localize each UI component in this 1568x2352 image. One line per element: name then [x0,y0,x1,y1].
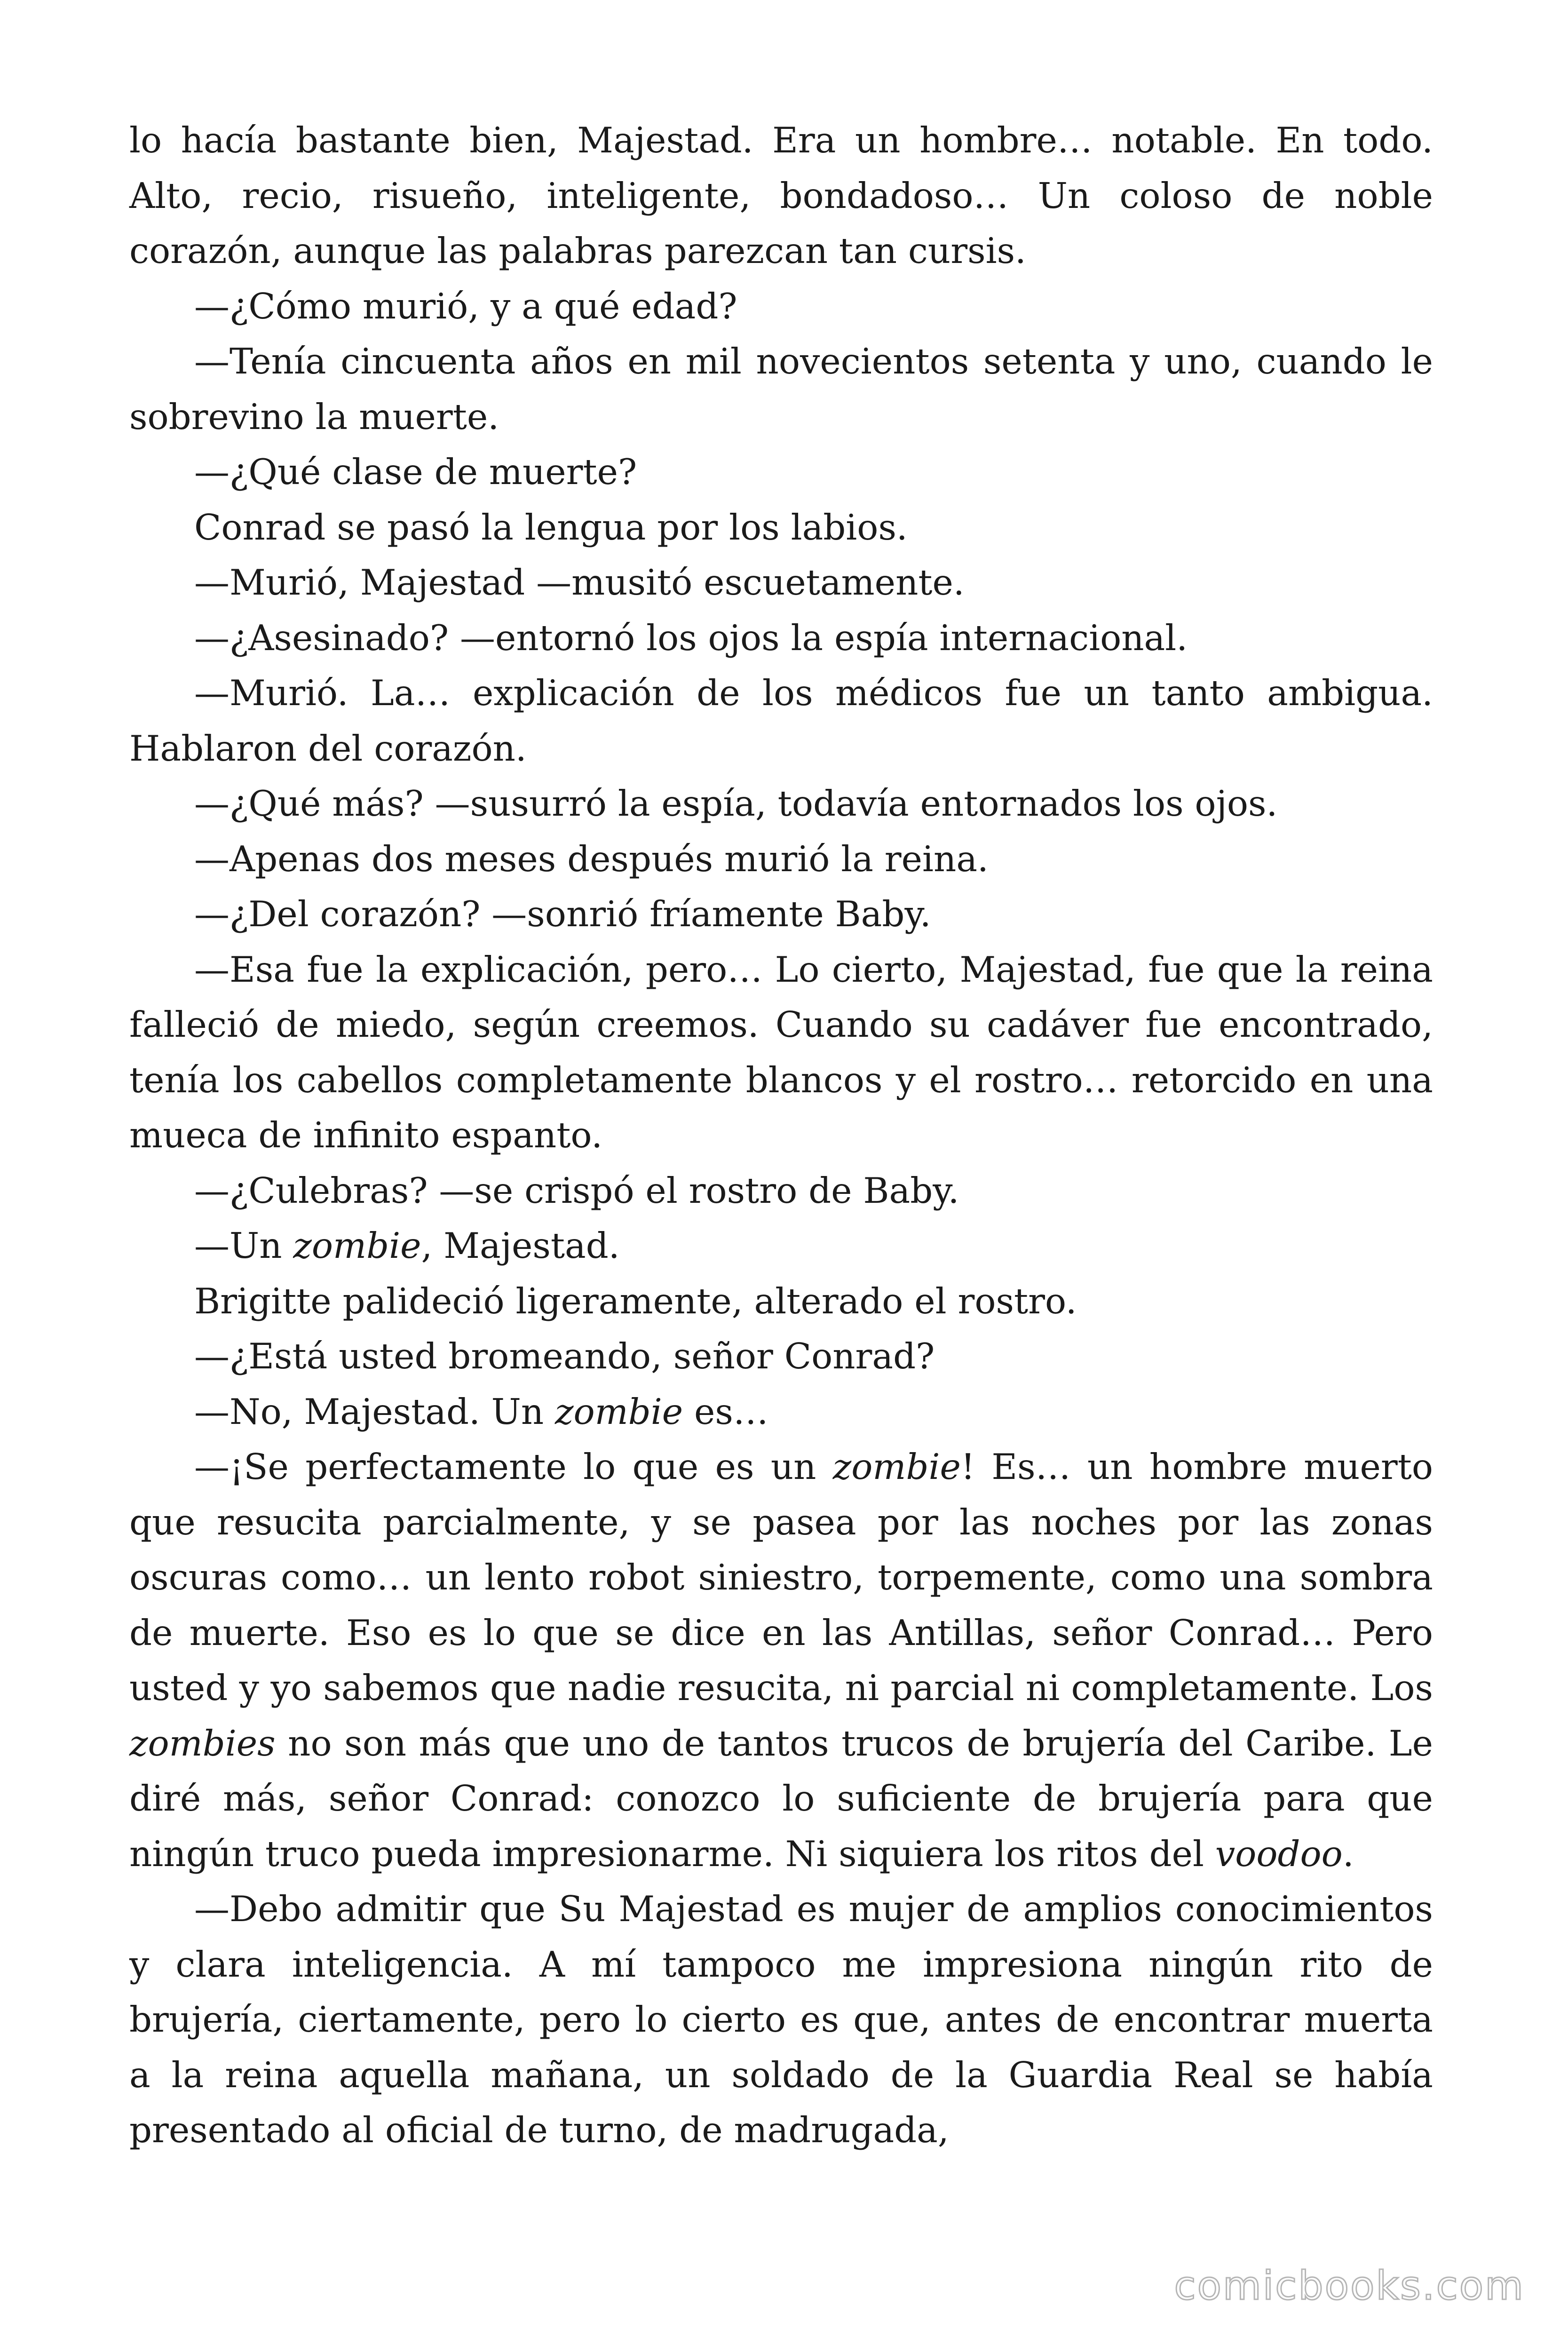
paragraph [129,942,1433,1163]
paragraph [129,279,1433,334]
text-run: —¿Asesinado? —entornó los ojos la espía internacional. [194,617,1188,659]
paragraph [129,666,1433,776]
text-run: lo hacía bastante bien, Majestad. Era un hombre… notable. En todo. Alto, recio, risueño, inteligente, bondadoso… Un coloso de noble corazón, aunque las palabras parezcan tan cursis. [129,119,1433,271]
text-run: —Un [194,1225,293,1266]
book-page-text [129,113,1433,2158]
paragraph [129,1274,1433,1329]
paragraph [129,887,1433,942]
paragraph [129,500,1433,556]
paragraph [129,1439,1433,1882]
text-run: —¿Qué más? —susurró la espía, todavía entornados los ojos. [194,783,1278,824]
text-run: , Majestad. [421,1225,620,1266]
paragraph [129,334,1433,445]
text-run: ! Es… un hombre muerto que resucita parcialmente, y se pasea por las noches por las zonas oscuras como… un lento robot siniestro, torpemente, como una sombra de muerte. Eso es lo que se dice en las Antillas, señor Conrad… Pero usted y yo sabemos que nadie resucita, ni parcial ni completamente. Los [129,1446,1433,1708]
text-run: —¿Está usted bromeando, señor Conrad? [194,1335,935,1377]
paragraph [129,1329,1433,1384]
italic-text: zombie [555,1391,683,1432]
text-run: es… [683,1391,768,1432]
text-run: —Murió, Majestad —musitó escuetamente. [194,562,965,603]
italic-text: zombie [293,1225,421,1266]
paragraph [129,555,1433,611]
paragraph [129,1163,1433,1219]
italic-text: voodoo [1215,1833,1343,1875]
text-run: —¿Cómo murió, y a qué edad? [194,285,737,327]
text-run: no son más que uno de tantos trucos de brujería del Caribe. Le diré más, señor Conrad: conozco lo suficiente de brujería para que ningún truco pueda impresionarme. Ni siquiera los ritos del [129,1722,1433,1875]
paragraph [129,1882,1433,2158]
paragraph [129,832,1433,887]
text-run: —¿Del corazón? —sonrió fríamente Baby. [194,893,931,935]
paragraph [129,445,1433,500]
paragraph [129,113,1433,279]
text-run: —¡Se perfectamente lo que es un [194,1446,833,1487]
text-run: —No, Majestad. Un [194,1391,555,1432]
italic-text: zombie [832,1446,961,1487]
paragraph [129,776,1433,832]
paragraph [129,1384,1433,1440]
text-run: —Apenas dos meses después murió la reina. [194,838,989,880]
text-run: —Murió. La… explicación de los médicos fue un tanto ambigua. Hablaron del corazón. [129,672,1433,769]
text-run: Conrad se pasó la lengua por los labios. [194,506,908,548]
text-run: —Esa fue la explicación, pero… Lo cierto, Majestad, fue que la reina falleció de miedo, según creemos. Cuando su cadáver fue encontrado, tenía los cabellos completamente blancos y el rostro… retorcido en una mueca de infinito espanto. [129,948,1433,1156]
paragraph [129,611,1433,666]
text-run: . [1342,1833,1354,1875]
text-run: —¿Culebras? —se crispó el rostro de Baby. [194,1169,959,1211]
text-run: Brigitte palideció ligeramente, alterado el rostro. [194,1280,1077,1322]
italic-text: zombies [129,1722,276,1764]
text-run: —Tenía cincuenta años en mil novecientos setenta y uno, cuando le sobrevino la muerte. [129,341,1433,437]
text-run: —Debo admitir que Su Majestad es mujer de amplios conocimientos y clara inteligencia. A mí tampoco me impresiona ningún rito de brujería, ciertamente, pero lo cierto es que, antes de encontrar muerta a la reina aquella mañana, un soldado de la Guardia Real se había presentado al oficial de turno, de madrugada, [129,1888,1433,2151]
watermark-logo: comicbooks.com [1174,2263,1525,2309]
text-run: —¿Qué clase de muerte? [194,451,637,493]
paragraph [129,1218,1433,1274]
